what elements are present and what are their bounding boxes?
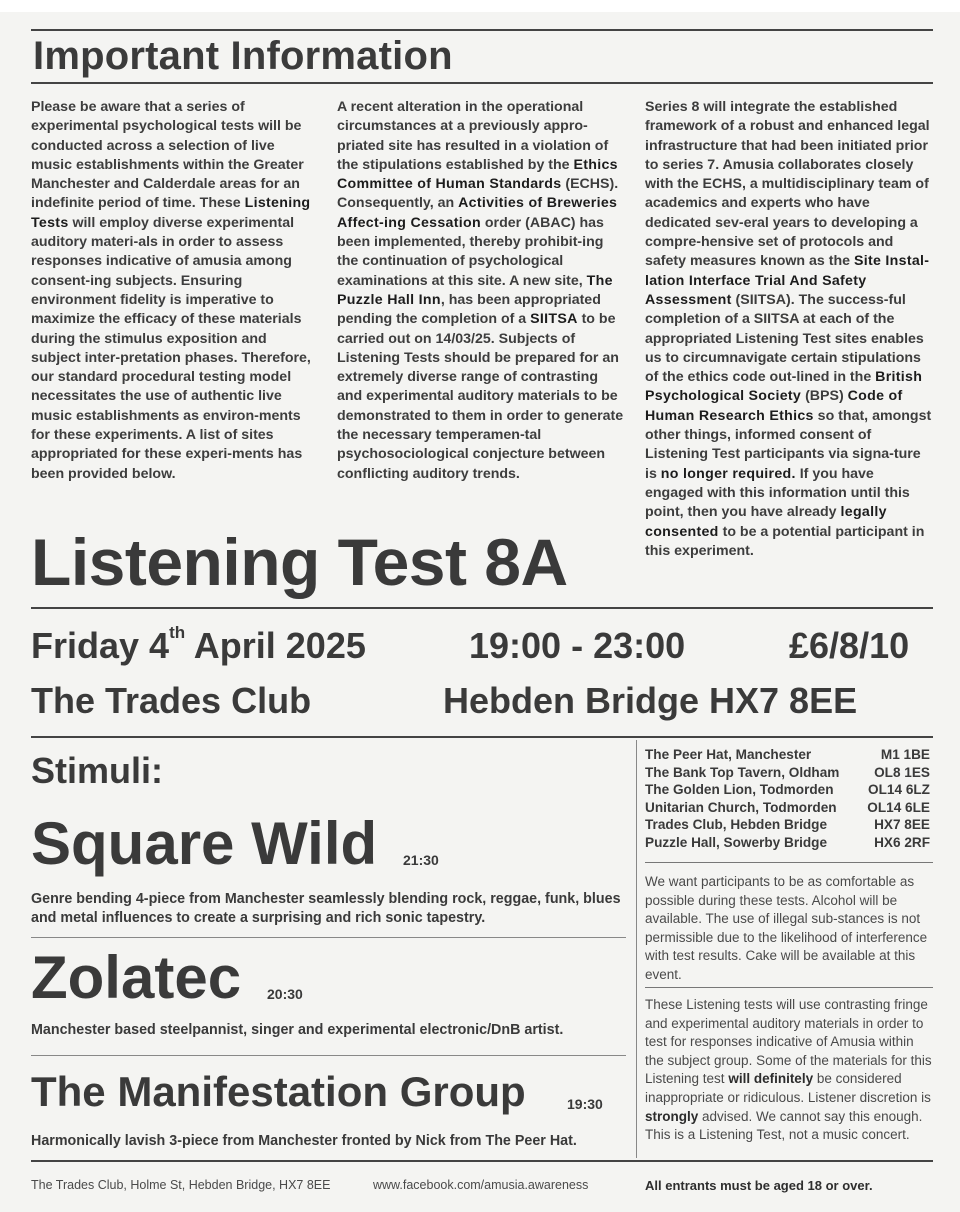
- discretion-note: [645, 996, 935, 1145]
- col1-text-1: Please be aware that a series of experimental psychological tests will be conducted across a selection of live music establishments within the Greater Manchester and Calderdale areas for an indefinite period of time. These: [31, 99, 304, 212]
- footer-url[interactable]: www.facebook.com/amusia.awareness: [373, 1178, 589, 1192]
- note2-bold-1: will definitely: [728, 1071, 814, 1087]
- venue-list: [645, 746, 930, 852]
- act-name: The Manifestation Group: [31, 1068, 526, 1115]
- event-month-year: April 2025: [185, 625, 366, 666]
- act-divider: [31, 1055, 626, 1056]
- col3-bold-3: Code of Human Research Ethics: [645, 388, 903, 424]
- act-description: Genre bending 4-piece from Manchester seamlessly blending rock, reggae, funk, blues and metal influences to create a surprising and rich sonic tapestry.: [31, 891, 621, 926]
- event-venue: The Trades Club: [31, 680, 312, 721]
- col3-text-1: Series 8 will integrate the established framework of a robust and enhanced legal infrastructure that had been initiated prior to series 7. Amusia collaborates closely with the ECHS, a multidisciplinary team of academics and experts who have dedicated sev-eral years to developing a compre-hensive set of protocols and safety measures known as the: [645, 99, 930, 270]
- info-column-2: [337, 98, 625, 484]
- col3-text-5: If you have engaged with this information until this point, then you have already: [645, 465, 910, 521]
- venue-postcode: HX7 8EE: [874, 817, 930, 833]
- event-title: Listening Test 8A: [31, 525, 568, 599]
- venue-postcode: OL14 6LE: [867, 799, 930, 815]
- venue-row: [645, 799, 930, 817]
- act-divider: [31, 937, 626, 938]
- col3-bold-2: British Psychological Society: [645, 369, 923, 405]
- venue-postcode: OL14 6LZ: [868, 782, 930, 798]
- event-price: £6/8/10: [789, 625, 910, 666]
- note2-bold-2: strongly: [645, 1108, 699, 1124]
- col2-bold-3: The Puzzle Hall Inn: [337, 272, 613, 308]
- event-top-rule: [31, 607, 933, 609]
- venue-row: [645, 834, 930, 852]
- col3-text-6: to be a potential participant in this experiment.: [645, 523, 925, 559]
- venue-name: The Golden Lion, Todmorden: [645, 782, 834, 798]
- venue-row: [645, 781, 930, 799]
- footer-address: The Trades Club, Holme St, Hebden Bridge, HX7 8EE: [31, 1178, 331, 1192]
- col2-text-5: to be carried out on 14/03/25. Subjects of Listening Tests should be prepared for an extremely diverse range of contrasting and experimental auditory materials to be demonstrated to them in order to generate the necessary temperamen-tal psychosociological conjecture between conflicting auditory trends.: [337, 311, 624, 482]
- note-divider: [645, 987, 933, 988]
- event-bottom-rule: [31, 736, 933, 738]
- venue-row: [645, 746, 930, 764]
- top-band: [0, 0, 960, 12]
- venue-name: The Bank Top Tavern, Oldham: [645, 764, 840, 780]
- col2-bold-1: Ethics Committee of Human Standards: [337, 156, 618, 193]
- event-location: Hebden Bridge HX7 8EE: [443, 680, 858, 721]
- col3-text-4: so that, amongst other things, informed consent of Listening Test participants via signa-ture is: [645, 407, 932, 482]
- footer-age-notice: All entrants must be aged 18 or over.: [645, 1178, 873, 1193]
- note2-text-2: be considered inappropriate or ridiculous. Listener discretion is: [645, 1071, 931, 1105]
- col3-text-2: (SIITSA). The success-ful completion of a SIITSA at each of the appropriated Listening Test sites enables us to circumnavigate certain stipulations of the ethics code out-lined in the: [645, 291, 924, 386]
- venue-postcode: HX6 2RF: [874, 834, 930, 850]
- venue-row: [645, 816, 930, 834]
- event-day: Friday 4: [31, 625, 170, 666]
- act-time: 21:30: [403, 852, 439, 868]
- col2-text-4: , has been appropriated pending the completion of a: [337, 291, 601, 328]
- venue-postcode: M1 1BE: [880, 747, 930, 762]
- stimuli-heading: Stimuli:: [31, 750, 163, 791]
- note2-text-3: advised. We cannot say this enough. This is a Listening Test, not a music concert.: [645, 1108, 923, 1143]
- comfort-note: We want participants to be as comfortable as possible during these tests. Alcohol will be available. The use of illegal sub-stances is not permissible due to the likelihood of interference with test results. Cake will be available at this event.: [645, 874, 928, 982]
- col1-text-2: will employ diverse experimental auditory materi-als in order to assess responses indicative of amusia among consent-ing subjects. Ensuring environment fidelity is imperative to maximize the efficacy of these materials during the stimulus exposition and subject inter-pretation phases. Therefore, our standard procedural testing model necessitates the use of authentic live music establishments as environ-ments for these experiments. A list of sites appropriated for these experi-ments has been provided below.: [31, 214, 311, 482]
- page-title: Important Information: [33, 34, 453, 78]
- event-time: 19:00 - 23:00: [469, 625, 686, 666]
- col2-text-1: A recent alteration in the operational circumstances at a previously appro-priated site has resulted in a violation of the stipulations established by the: [337, 99, 609, 173]
- right-panel-divider: [636, 740, 637, 1158]
- col3-bold-1: Site Instal-lation Interface Trial And Safety Assessment: [645, 253, 930, 308]
- venue-name: The Peer Hat, Manchester: [645, 747, 812, 762]
- act-name: Square Wild: [31, 810, 378, 877]
- col2-text-3: order (ABAC) has been implemented, thereby prohibit-ing the continuation of psychological examinations at this site. A new site,: [337, 214, 604, 289]
- col3-text-3: (BPS): [801, 388, 848, 405]
- act-description: Manchester based steelpannist, singer and experimental electronic/DnB artist.: [31, 1022, 564, 1038]
- act-time: 20:30: [267, 986, 303, 1002]
- venue-name: Trades Club, Hebden Bridge: [645, 817, 828, 833]
- venue-name: Unitarian Church, Todmorden: [645, 799, 837, 815]
- venue-row: [645, 764, 930, 782]
- footer-rule: [31, 1160, 933, 1162]
- col2-text-2: (ECHS). Consequently, an: [337, 176, 619, 212]
- info-column-3: [645, 98, 935, 561]
- event-day-suffix: th: [169, 623, 186, 642]
- col2-bold-2: Activities of Breweries Affect-ing Cessation: [337, 195, 618, 231]
- event-date: [31, 625, 366, 667]
- col3-bold-4: no longer required.: [660, 465, 796, 482]
- header-top-rule: [31, 29, 933, 31]
- col2-bold-4: SIITSA: [530, 311, 578, 328]
- venue-postcode: OL8 1ES: [874, 764, 930, 780]
- col1-bold-1: Listening Tests: [31, 195, 311, 231]
- col3-bold-5: legally consented: [645, 504, 887, 540]
- info-column-1: [31, 98, 319, 484]
- note2-text-1: These Listening tests will use contrasting fringe and experimental auditory materials in order to test for responses indicative of Amusia within the subject group. Some of the materials for this Listening test: [645, 997, 932, 1087]
- act-name: Zolatec: [31, 944, 242, 1011]
- act-description: Harmonically lavish 3-piece from Manchester fronted by Nick from The Peer Hat.: [31, 1133, 577, 1149]
- note-divider: [645, 862, 933, 863]
- header-bottom-rule: [31, 82, 933, 84]
- act-time: 19:30: [567, 1096, 603, 1112]
- venue-name: Puzzle Hall, Sowerby Bridge: [645, 834, 828, 850]
